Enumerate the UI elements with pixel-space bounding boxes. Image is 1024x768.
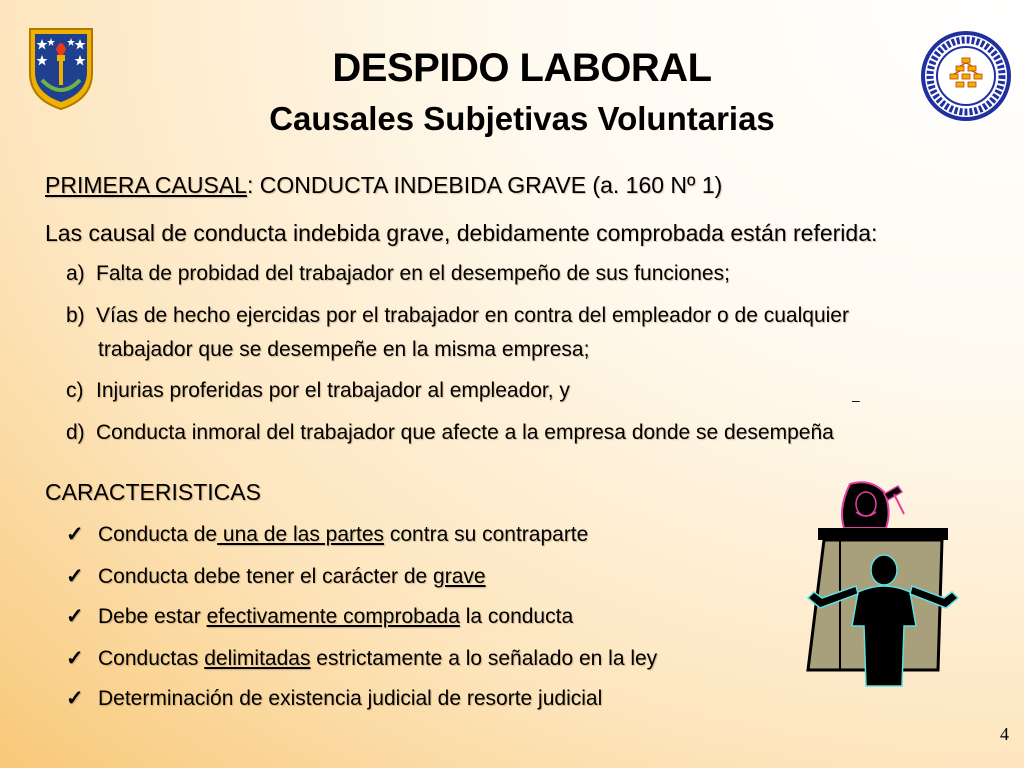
caracteristicas-heading: CARACTERISTICAS xyxy=(45,479,261,505)
check-text: Conducta de xyxy=(98,523,218,546)
list-item-text: Falta de probidad del trabajador en el desempeño de sus funciones; xyxy=(96,262,730,285)
primera-causal-line xyxy=(45,172,722,199)
list-marker: a) xyxy=(66,262,85,285)
check-item xyxy=(66,564,486,589)
primera-causal-text: : CONDUCTA INDEBIDA GRAVE (a. 160 Nº 1) xyxy=(246,172,723,198)
check-text: Conducta debe tener el carácter de xyxy=(98,565,434,588)
check-underlined: delimitadas xyxy=(204,647,311,670)
list-item-b xyxy=(66,304,849,328)
check-icon: ✓ xyxy=(66,647,84,670)
check-icon: ✓ xyxy=(66,565,84,588)
check-item xyxy=(66,522,588,547)
list-item-c xyxy=(66,379,570,403)
page-title: DESPIDO LABORAL xyxy=(332,46,712,90)
judge-and-defendant-icon xyxy=(800,480,965,695)
intro-line: Las causal de conducta indebida grave, debidamente comprobada están referida: xyxy=(45,220,878,246)
list-marker: d) xyxy=(66,421,85,444)
list-item-b-continuation: trabajador que se desempeñe en la misma empresa; xyxy=(98,338,590,361)
check-icon: ✓ xyxy=(66,687,84,710)
check-text: Determinación de existencia judicial de resorte judicial xyxy=(98,687,603,710)
check-text-end: contra su contraparte xyxy=(384,523,589,546)
stray-dash: – xyxy=(852,392,860,408)
check-item xyxy=(66,604,573,629)
page-number: 4 xyxy=(1000,724,1009,744)
check-item xyxy=(66,686,602,711)
check-text: Debe estar xyxy=(98,605,207,628)
check-text: Conductas xyxy=(98,647,205,670)
list-marker: b) xyxy=(66,304,85,327)
check-underlined: grave xyxy=(433,565,486,588)
check-underlined: efectivamente comprobada xyxy=(206,605,460,628)
list-item-text: Vías de hecho ejercidas por el trabajador en contra del empleador o de cualquier xyxy=(96,304,849,327)
primera-causal-label: PRIMERA CAUSAL xyxy=(45,172,247,198)
check-icon: ✓ xyxy=(66,523,84,546)
page-subtitle: Causales Subjetivas Voluntarias xyxy=(269,100,775,137)
list-item-d xyxy=(66,421,834,445)
check-text-end: la conducta xyxy=(459,605,574,628)
list-item-a xyxy=(66,262,730,286)
check-underlined: una de las partes xyxy=(217,523,385,546)
list-item-text: Conducta inmoral del trabajador que afecte a la empresa donde se desempeña xyxy=(96,421,834,444)
check-item xyxy=(66,646,657,671)
list-marker: c) xyxy=(66,379,84,402)
list-item-text: Injurias proferidas por el trabajador al empleador, y xyxy=(96,379,570,402)
check-text-end: estrictamente a lo señalado en la ley xyxy=(310,647,658,670)
check-icon: ✓ xyxy=(66,605,84,628)
